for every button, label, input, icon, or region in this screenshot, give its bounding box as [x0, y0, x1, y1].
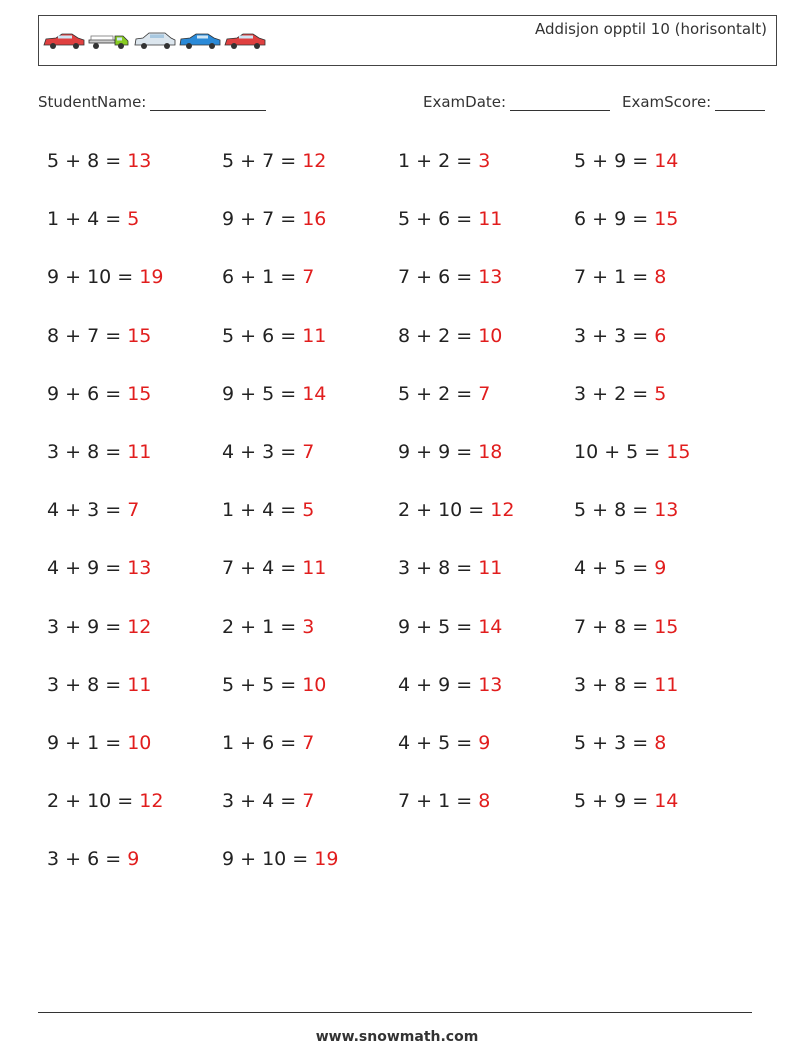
problem-equation: 1 + 4 =: [222, 499, 303, 522]
problem-answer: 15: [654, 208, 679, 231]
problem-equation: 3 + 6 =: [47, 848, 128, 871]
problem-item: [47, 265, 163, 289]
problem-item: [47, 324, 151, 348]
problem-equation: 3 + 8 =: [47, 673, 128, 696]
problem-item: [574, 615, 678, 639]
problem-equation: 1 + 4 =: [47, 208, 128, 231]
problem-answer: 9: [478, 732, 491, 754]
problem-answer: 13: [478, 673, 503, 696]
problem-equation: 3 + 8 =: [398, 557, 479, 580]
problem-equation: 5 + 9 =: [574, 150, 655, 172]
red-car-icon: [225, 34, 265, 49]
problem-answer: 7: [302, 732, 315, 754]
problem-item: [222, 324, 326, 348]
problem-item: [222, 789, 314, 813]
blue-car-icon: [180, 34, 220, 49]
problem-item: [47, 498, 139, 522]
problem-answer: 8: [654, 732, 667, 754]
cars-illustration: [42, 30, 272, 52]
problem-item: [47, 847, 139, 871]
problem-equation: 7 + 4 =: [222, 557, 303, 580]
problem-item: [222, 149, 326, 173]
problem-answer: 5: [302, 499, 315, 522]
exam-score-blank[interactable]: [715, 94, 765, 111]
problem-item: [398, 324, 502, 348]
problem-item: [47, 207, 139, 231]
problem-equation: 4 + 3 =: [47, 499, 128, 522]
problem-equation: 5 + 6 =: [398, 208, 479, 231]
problem-answer: 14: [654, 790, 679, 813]
problem-equation: 2 + 10 =: [398, 499, 491, 522]
problem-equation: 1 + 6 =: [222, 732, 303, 754]
problem-equation: 9 + 7 =: [222, 208, 303, 231]
problem-answer: 11: [654, 673, 679, 696]
footer-url: www.snowmath.com: [315, 1029, 479, 1045]
red-car-icon: [44, 34, 84, 49]
problem-equation: 9 + 1 =: [47, 732, 128, 754]
problem-equation: 3 + 2 =: [574, 382, 655, 405]
problem-item: [222, 673, 326, 697]
exam-score-label: ExamScore:: [622, 93, 712, 111]
problem-item: [47, 556, 151, 580]
problem-answer: 12: [490, 499, 515, 522]
problem-equation: 5 + 7 =: [222, 150, 303, 172]
problem-equation: 4 + 5 =: [398, 732, 479, 754]
problem-answer: 6: [654, 324, 667, 347]
problem-item: [398, 440, 502, 464]
problem-answer: 12: [139, 790, 164, 813]
problem-answer: 11: [478, 208, 503, 231]
student-name-blank[interactable]: [150, 94, 266, 111]
problem-equation: 9 + 10 =: [222, 848, 315, 871]
problem-answer: 5: [127, 208, 140, 231]
problem-item: [398, 207, 502, 231]
problem-equation: 3 + 9 =: [47, 615, 128, 638]
problem-answer: 11: [302, 557, 327, 580]
problem-answer: 7: [302, 266, 315, 289]
problem-answer: 19: [314, 848, 339, 871]
problem-answer: 11: [478, 557, 503, 580]
problem-equation: 8 + 2 =: [398, 324, 479, 347]
problem-answer: 13: [478, 266, 503, 289]
problem-item: [222, 207, 326, 231]
problem-answer: 13: [127, 557, 152, 580]
problem-equation: 9 + 6 =: [47, 382, 128, 405]
exam-date-blank[interactable]: [510, 94, 610, 111]
problem-item: [222, 382, 326, 406]
problem-answer: 14: [478, 615, 503, 638]
problem-item: [222, 265, 314, 289]
problem-equation: 7 + 8 =: [574, 615, 655, 638]
flatbed-truck-icon: [89, 36, 128, 49]
problem-item: [574, 789, 678, 813]
exam-score-field: [622, 93, 765, 111]
problem-item: [47, 731, 151, 755]
problem-answer: 10: [127, 732, 152, 754]
problem-answer: 11: [127, 673, 152, 696]
problem-equation: 5 + 8 =: [47, 150, 128, 172]
problem-equation: 5 + 5 =: [222, 673, 303, 696]
problem-answer: 10: [302, 673, 327, 696]
problem-item: [574, 731, 666, 755]
problem-item: [574, 440, 690, 464]
problem-equation: 6 + 1 =: [222, 266, 303, 289]
problem-item: [398, 673, 502, 697]
worksheet-header: [38, 15, 777, 66]
problem-answer: 12: [127, 615, 152, 638]
problem-answer: 3: [478, 150, 491, 172]
problem-item: [47, 440, 151, 464]
silver-car-icon: [135, 33, 175, 49]
footer-divider: [38, 1012, 752, 1013]
problem-answer: 5: [654, 382, 667, 405]
problem-answer: 11: [302, 324, 327, 347]
problem-answer: 14: [302, 382, 327, 405]
worksheet-title: Addisjon opptil 10 (horisontalt): [534, 20, 767, 38]
problem-item: [47, 382, 151, 406]
problem-answer: 15: [666, 441, 691, 463]
problem-equation: 3 + 3 =: [574, 324, 655, 347]
problem-answer: 13: [654, 499, 679, 522]
problem-answer: 7: [127, 499, 140, 522]
problem-equation: 4 + 5 =: [574, 557, 655, 580]
problem-item: [574, 207, 678, 231]
problem-answer: 14: [654, 150, 679, 172]
problem-equation: 4 + 9 =: [398, 673, 479, 696]
problem-answer: 7: [302, 790, 315, 813]
problem-item: [47, 149, 151, 173]
problem-equation: 3 + 8 =: [47, 441, 128, 463]
problem-item: [398, 265, 502, 289]
problem-equation: 3 + 4 =: [222, 790, 303, 813]
problem-item: [398, 615, 502, 639]
problem-equation: 5 + 2 =: [398, 382, 479, 405]
problem-answer: 3: [302, 615, 315, 638]
problem-item: [398, 556, 502, 580]
problem-item: [222, 498, 314, 522]
problem-item: [574, 324, 666, 348]
problem-equation: 4 + 9 =: [47, 557, 128, 580]
problem-equation: 9 + 9 =: [398, 441, 479, 463]
problem-answer: 9: [127, 848, 140, 871]
problem-equation: 9 + 10 =: [47, 266, 140, 289]
problem-answer: 15: [654, 615, 679, 638]
problem-equation: 1 + 2 =: [398, 150, 479, 172]
problem-item: [574, 673, 678, 697]
problem-equation: 2 + 10 =: [47, 790, 140, 813]
problem-equation: 4 + 3 =: [222, 441, 303, 463]
problem-equation: 7 + 6 =: [398, 266, 479, 289]
problem-item: [398, 731, 490, 755]
problem-item: [574, 149, 678, 173]
problem-equation: 10 + 5 =: [574, 441, 667, 463]
problem-answer: 11: [127, 441, 152, 463]
problem-item: [398, 382, 490, 406]
problem-item: [47, 615, 151, 639]
problem-item: [574, 556, 666, 580]
problem-equation: 3 + 8 =: [574, 673, 655, 696]
exam-date-field: [423, 93, 610, 111]
problem-equation: 2 + 1 =: [222, 615, 303, 638]
problem-answer: 9: [654, 557, 667, 580]
problem-item: [222, 615, 314, 639]
problem-answer: 15: [127, 382, 152, 405]
student-name-label: StudentName:: [38, 93, 147, 111]
problem-equation: 5 + 6 =: [222, 324, 303, 347]
problem-equation: 9 + 5 =: [222, 382, 303, 405]
problem-answer: 18: [478, 441, 503, 463]
problem-equation: 8 + 7 =: [47, 324, 128, 347]
problem-answer: 19: [139, 266, 164, 289]
problem-equation: 5 + 3 =: [574, 732, 655, 754]
problem-equation: 9 + 5 =: [398, 615, 479, 638]
problem-equation: 5 + 9 =: [574, 790, 655, 813]
problem-equation: 6 + 9 =: [574, 208, 655, 231]
problem-item: [222, 440, 314, 464]
problem-equation: 5 + 8 =: [574, 499, 655, 522]
problem-item: [47, 673, 151, 697]
problem-item: [222, 556, 326, 580]
problem-answer: 13: [127, 150, 152, 172]
problem-answer: 10: [478, 324, 503, 347]
problem-item: [222, 847, 338, 871]
problem-equation: 7 + 1 =: [398, 790, 479, 813]
problem-answer: 8: [478, 790, 491, 813]
problem-answer: 7: [302, 441, 315, 463]
problem-item: [574, 382, 666, 406]
problem-answer: 15: [127, 324, 152, 347]
student-name-field: [38, 93, 266, 111]
exam-date-label: ExamDate:: [423, 93, 507, 111]
problem-item: [574, 498, 678, 522]
problem-item: [398, 789, 490, 813]
problem-item: [398, 149, 490, 173]
problem-item: [222, 731, 314, 755]
problem-equation: 7 + 1 =: [574, 266, 655, 289]
problem-answer: 12: [302, 150, 327, 172]
problem-answer: 8: [654, 266, 667, 289]
problem-answer: 7: [478, 382, 491, 405]
problem-item: [574, 265, 666, 289]
problem-item: [47, 789, 163, 813]
problem-item: [398, 498, 514, 522]
problem-answer: 16: [302, 208, 327, 231]
